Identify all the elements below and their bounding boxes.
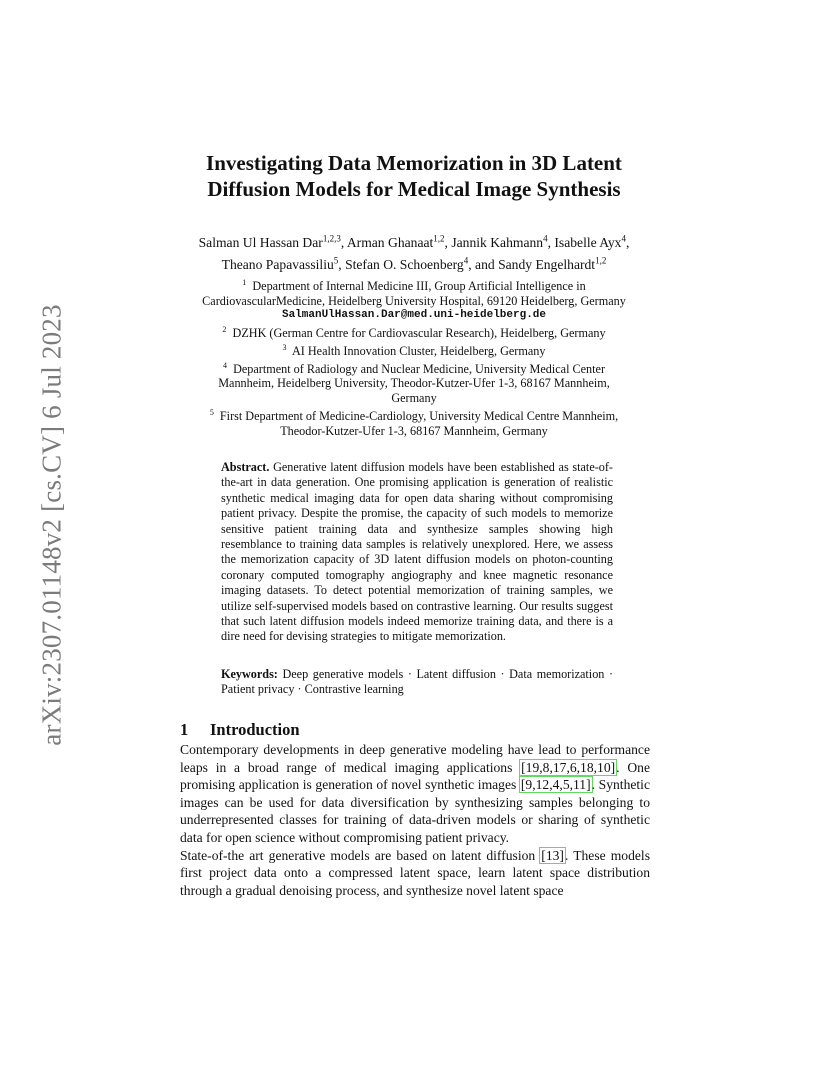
author: Stefan O. Schoenberg$^4$, and [345,255,499,273]
author-list [180,229,648,274]
title-line-2: Diffusion Models for Medical Image Synthesis [207,177,621,201]
section-heading [180,720,650,740]
affiliation-4-cont: Germany [391,391,437,406]
intro-paragraph-2: State-of-the art generative models are based on latent diffusion [13]. These models first project data onto a compressed latent space, learn latent space distribution through a gradual denoising process, and synthesize novel latent space [180,847,650,898]
paper-title [0,150,828,202]
keywords-text: Deep generative models · Latent diffusion · Data memorization · Patient privacy · Contrastive learning [221,667,614,697]
citation-link[interactable]: [19,8,17,6,18,10] [521,759,616,775]
affiliation-2: $^2$ DZHK (German Centre for Cardiovascular Research), Heidelberg, Germany [222,325,606,341]
keywords-label: Keywords: [221,667,278,681]
section-title: Introduction [210,720,300,739]
author: Jannik Kahmann$^4$, [451,233,555,250]
corresponding-email[interactable]: SalmanUlHassan.Dar@med.uni-heidelberg.de [281,309,547,322]
affiliation-4-cont: Mannheim, Heidelberg University, Theodor-Kutzer-Ufer 1-3, 68167 Mannheim, [218,376,610,391]
author: Salman Ul Hassan Dar$^{1,2,3}$, [198,233,347,250]
abstract [221,460,613,645]
author: Arman Ghanaat$^{1,2}$, [346,233,452,250]
citation-link[interactable]: [13] [541,847,564,863]
affiliation-5: $^5$ First Department of Medicine-Cardiology, University Medical Centre Mannheim, [209,407,619,423]
author: Sandy Engelhardt$^{1,2}$ [498,255,607,273]
abstract-label: Abstract. [221,460,270,474]
intro-paragraph-1: Contemporary developments in deep generative modeling have lead to performance leaps in a broad range of medical imaging applications [19,8,17,6,18,10]. One promising application is generation of novel synthetic images [9,12,4,5,11]. Synthetic images can be used for data diversification by synthesizing samples belonging to underrepresented classes for training of data-driven models or sharing of synthetic data for open science without compromising patient privacy. [180,742,650,845]
affiliation-list [176,276,652,438]
introduction-body [180,741,650,899]
section-number: 1 [180,720,189,739]
affiliation-5-cont: Theodor-Kutzer-Ufer 1-3, 68167 Mannheim, Germany [280,423,548,438]
affiliation-1-cont: CardiovascularMedicine, Heidelberg University Hospital, 69120 Heidelberg, Germany [202,293,626,308]
author: Isabelle Ayx$^4$, [554,233,630,250]
author: Theano Papavassiliu$^5$, [221,255,346,273]
title-line-1: Investigating Data Memorization in 3D Latent [206,151,622,175]
abstract-text: Generative latent diffusion models have been established as state-of-the-art in data generation. One promising application is generation of realistic synthetic medical imaging data for open data sharing without compromising patient privacy. Despite the promise, the capacity of such models to memorize sensitive patient training data and synthesize samples showing high resemblance to training data samples is relatively unexplored. Here, we assess the memorization capacity of 3D latent diffusion models on photon-counting coronary computed tomography angiography and knee magnetic resonance imaging datasets. To detect potential memorization of training samples, we utilize self-supervised models based on contrastive learning. Our results suggest that such latent diffusion models indeed memorize training data, and there is a dire need for devising strategies to mitigate memorization. [221,460,613,644]
affiliation-1: $^1$ Department of Internal Medicine III, Group Artificial Intelligence in [242,278,586,294]
citation-link[interactable]: [9,12,4,5,11] [520,777,591,793]
affiliation-3: $^3$ AI Health Innovation Cluster, Heidelberg, Germany [282,342,546,358]
affiliation-4: $^4$ Department of Radiology and Nuclear Medicine, University Medical Center [222,360,606,376]
keywords [221,667,613,698]
arxiv-identifier: arXiv:2307.01148v2 [cs.CV] 6 Jul 2023 [36,304,67,746]
